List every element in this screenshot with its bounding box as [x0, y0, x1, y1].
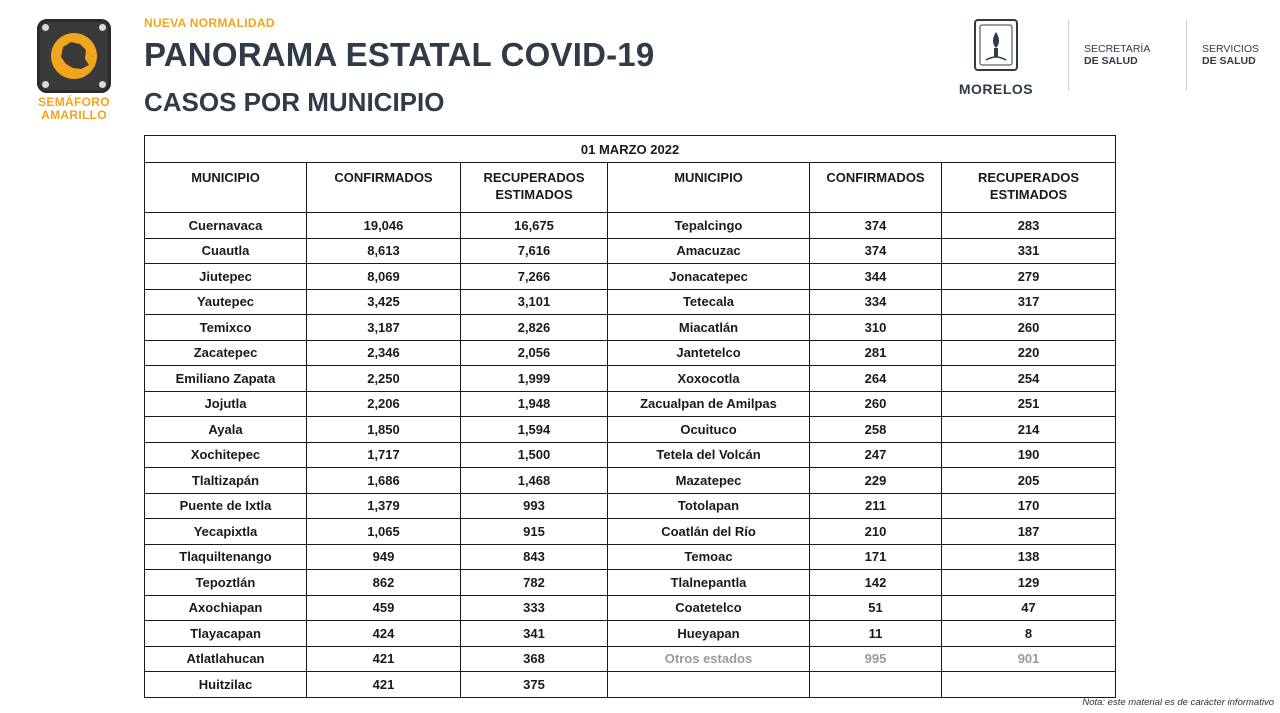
- table-row: [145, 289, 1116, 315]
- left-municipio-cell: Ayala: [145, 417, 307, 443]
- left-confirmados-cell: 2,250: [307, 366, 461, 392]
- table-row: [145, 213, 1116, 239]
- left-confirmados-cell: 1,379: [307, 493, 461, 519]
- right-recuperados-cell: 47: [942, 595, 1116, 621]
- left-confirmados-cell: 421: [307, 646, 461, 672]
- right-municipio-cell: Ocuituco: [608, 417, 810, 443]
- header-municipio: MUNICIPIO: [145, 163, 307, 213]
- secretaria-line1: SECRETARÍA: [1084, 43, 1151, 55]
- left-municipio-cell: Cuautla: [145, 238, 307, 264]
- right-confirmados-cell: 281: [810, 340, 942, 366]
- left-recuperados-cell: 782: [461, 570, 608, 596]
- right-recuperados-cell: 187: [942, 519, 1116, 545]
- right-recuperados-cell: 8: [942, 621, 1116, 647]
- left-recuperados-cell: 915: [461, 519, 608, 545]
- left-recuperados-cell: 3,101: [461, 289, 608, 315]
- left-municipio-cell: Tlayacapan: [145, 621, 307, 647]
- right-municipio-cell: Hueyapan: [608, 621, 810, 647]
- badge-line2: AMARILLO: [41, 108, 107, 122]
- right-confirmados-cell: 247: [810, 442, 942, 468]
- right-municipio-cell: Amacuzac: [608, 238, 810, 264]
- traffic-light-icon: [37, 19, 111, 93]
- table-row: [145, 340, 1116, 366]
- right-municipio-cell: Coatetelco: [608, 595, 810, 621]
- right-recuperados-cell: 205: [942, 468, 1116, 494]
- left-municipio-cell: Atlatlahucan: [145, 646, 307, 672]
- right-municipio-cell: Zacualpan de Amilpas: [608, 391, 810, 417]
- left-municipio-cell: Jiutepec: [145, 264, 307, 290]
- left-confirmados-cell: 949: [307, 544, 461, 570]
- right-recuperados-cell: 251: [942, 391, 1116, 417]
- left-municipio-cell: Tlaltizapán: [145, 468, 307, 494]
- right-confirmados-cell: 374: [810, 213, 942, 239]
- left-recuperados-cell: 1,594: [461, 417, 608, 443]
- right-confirmados-cell: 260: [810, 391, 942, 417]
- right-municipio-cell: Xoxocotla: [608, 366, 810, 392]
- morelos-logo: [958, 18, 1034, 97]
- left-recuperados-cell: 333: [461, 595, 608, 621]
- left-recuperados-cell: 341: [461, 621, 608, 647]
- right-recuperados-cell: 129: [942, 570, 1116, 596]
- left-confirmados-cell: 1,065: [307, 519, 461, 545]
- left-confirmados-cell: 8,613: [307, 238, 461, 264]
- table-row: [145, 238, 1116, 264]
- right-recuperados-cell: 214: [942, 417, 1116, 443]
- table-row: [145, 570, 1116, 596]
- right-confirmados-cell: 210: [810, 519, 942, 545]
- left-recuperados-cell: 7,266: [461, 264, 608, 290]
- right-confirmados-cell: 11: [810, 621, 942, 647]
- left-confirmados-cell: 1,686: [307, 468, 461, 494]
- table-row: [145, 544, 1116, 570]
- semaforo-badge: [36, 19, 112, 122]
- table-row: [145, 366, 1116, 392]
- right-municipio-cell: Mazatepec: [608, 468, 810, 494]
- right-confirmados-cell: 229: [810, 468, 942, 494]
- left-confirmados-cell: 3,425: [307, 289, 461, 315]
- right-recuperados-cell: 254: [942, 366, 1116, 392]
- left-confirmados-cell: 19,046: [307, 213, 461, 239]
- right-confirmados-cell: 310: [810, 315, 942, 341]
- left-municipio-cell: Puente de Ixtla: [145, 493, 307, 519]
- left-recuperados-cell: 2,056: [461, 340, 608, 366]
- morelos-label: MORELOS: [958, 81, 1034, 97]
- left-confirmados-cell: 421: [307, 672, 461, 698]
- left-recuperados-cell: 1,468: [461, 468, 608, 494]
- right-municipio-cell: Miacatlán: [608, 315, 810, 341]
- right-municipio-cell: Jonacatepec: [608, 264, 810, 290]
- left-recuperados-cell: 1,999: [461, 366, 608, 392]
- right-confirmados-cell: 258: [810, 417, 942, 443]
- logo-divider: [1186, 20, 1187, 90]
- secretaria-line2: DE SALUD: [1084, 55, 1138, 67]
- right-recuperados-cell: [942, 672, 1116, 698]
- right-municipio-cell: Tepalcingo: [608, 213, 810, 239]
- right-municipio-cell: Tetecala: [608, 289, 810, 315]
- table-date: 01 MARZO 2022: [145, 136, 1116, 163]
- right-recuperados-cell: 190: [942, 442, 1116, 468]
- right-confirmados-cell: 344: [810, 264, 942, 290]
- table-row: [145, 621, 1116, 647]
- cases-table: [144, 135, 1116, 698]
- left-recuperados-cell: 1,500: [461, 442, 608, 468]
- left-recuperados-cell: 368: [461, 646, 608, 672]
- right-recuperados-cell: 901: [942, 646, 1116, 672]
- right-municipio-cell: Jantetelco: [608, 340, 810, 366]
- secretaria-logo: [1084, 43, 1150, 67]
- header-recuperados: RECUPERADOS ESTIMADOS: [942, 163, 1116, 213]
- left-municipio-cell: Emiliano Zapata: [145, 366, 307, 392]
- right-confirmados-cell: 264: [810, 366, 942, 392]
- table-row: [145, 672, 1116, 698]
- left-confirmados-cell: 2,206: [307, 391, 461, 417]
- right-recuperados-cell: 138: [942, 544, 1116, 570]
- table-row: [145, 595, 1116, 621]
- page-title: PANORAMA ESTATAL COVID-19: [144, 36, 655, 73]
- table-row: [145, 315, 1116, 341]
- right-municipio-cell: Totolapan: [608, 493, 810, 519]
- right-recuperados-cell: 260: [942, 315, 1116, 341]
- left-confirmados-cell: 1,717: [307, 442, 461, 468]
- logo-divider: [1068, 20, 1069, 90]
- header-confirmados: CONFIRMADOS: [307, 163, 461, 213]
- header-recuperados: RECUPERADOS ESTIMADOS: [461, 163, 608, 213]
- right-confirmados-cell: [810, 672, 942, 698]
- right-confirmados-cell: 142: [810, 570, 942, 596]
- left-municipio-cell: Axochiapan: [145, 595, 307, 621]
- left-municipio-cell: Temixco: [145, 315, 307, 341]
- table-row: [145, 391, 1116, 417]
- table-row: [145, 519, 1116, 545]
- left-municipio-cell: Yecapixtla: [145, 519, 307, 545]
- table-row: [145, 417, 1116, 443]
- table-row: [145, 264, 1116, 290]
- right-municipio-cell: Tlalnepantla: [608, 570, 810, 596]
- left-confirmados-cell: 3,187: [307, 315, 461, 341]
- right-recuperados-cell: 331: [942, 238, 1116, 264]
- right-confirmados-cell: 334: [810, 289, 942, 315]
- right-municipio-cell: [608, 672, 810, 698]
- left-municipio-cell: Huitzilac: [145, 672, 307, 698]
- table-row: [145, 493, 1116, 519]
- left-confirmados-cell: 459: [307, 595, 461, 621]
- right-municipio-cell: Otros estados: [608, 646, 810, 672]
- right-recuperados-cell: 283: [942, 213, 1116, 239]
- left-municipio-cell: Tepoztlán: [145, 570, 307, 596]
- right-municipio-cell: Coatlán del Río: [608, 519, 810, 545]
- left-municipio-cell: Cuernavaca: [145, 213, 307, 239]
- left-confirmados-cell: 8,069: [307, 264, 461, 290]
- left-municipio-cell: Xochitepec: [145, 442, 307, 468]
- table-row: [145, 442, 1116, 468]
- right-recuperados-cell: 170: [942, 493, 1116, 519]
- right-confirmados-cell: 171: [810, 544, 942, 570]
- right-confirmados-cell: 374: [810, 238, 942, 264]
- kicker-text: NUEVA NORMALIDAD: [144, 16, 275, 30]
- right-confirmados-cell: 995: [810, 646, 942, 672]
- table-row: [145, 468, 1116, 494]
- left-confirmados-cell: 2,346: [307, 340, 461, 366]
- right-municipio-cell: Tetela del Volcán: [608, 442, 810, 468]
- servicios-line1: SERVICIOS: [1202, 43, 1259, 55]
- table-row: [145, 646, 1116, 672]
- header-confirmados: CONFIRMADOS: [810, 163, 942, 213]
- left-confirmados-cell: 1,850: [307, 417, 461, 443]
- left-recuperados-cell: 375: [461, 672, 608, 698]
- right-recuperados-cell: 317: [942, 289, 1116, 315]
- left-municipio-cell: Tlaquiltenango: [145, 544, 307, 570]
- left-recuperados-cell: 843: [461, 544, 608, 570]
- left-recuperados-cell: 16,675: [461, 213, 608, 239]
- left-confirmados-cell: 862: [307, 570, 461, 596]
- badge-line1: SEMÁFORO: [38, 95, 110, 109]
- left-confirmados-cell: 424: [307, 621, 461, 647]
- footer-note: Nota: este material es de carácter informativo: [1082, 697, 1274, 708]
- header-municipio: MUNICIPIO: [608, 163, 810, 213]
- right-municipio-cell: Temoac: [608, 544, 810, 570]
- right-recuperados-cell: 279: [942, 264, 1116, 290]
- servicios-line2: DE SALUD: [1202, 55, 1256, 67]
- left-municipio-cell: Yautepec: [145, 289, 307, 315]
- page-subtitle: CASOS POR MUNICIPIO: [144, 87, 445, 117]
- left-recuperados-cell: 7,616: [461, 238, 608, 264]
- left-recuperados-cell: 993: [461, 493, 608, 519]
- left-municipio-cell: Zacatepec: [145, 340, 307, 366]
- left-recuperados-cell: 2,826: [461, 315, 608, 341]
- right-recuperados-cell: 220: [942, 340, 1116, 366]
- morelos-shield-icon: [972, 18, 1020, 74]
- left-municipio-cell: Jojutla: [145, 391, 307, 417]
- left-recuperados-cell: 1,948: [461, 391, 608, 417]
- servicios-logo: [1202, 43, 1259, 67]
- right-confirmados-cell: 211: [810, 493, 942, 519]
- right-confirmados-cell: 51: [810, 595, 942, 621]
